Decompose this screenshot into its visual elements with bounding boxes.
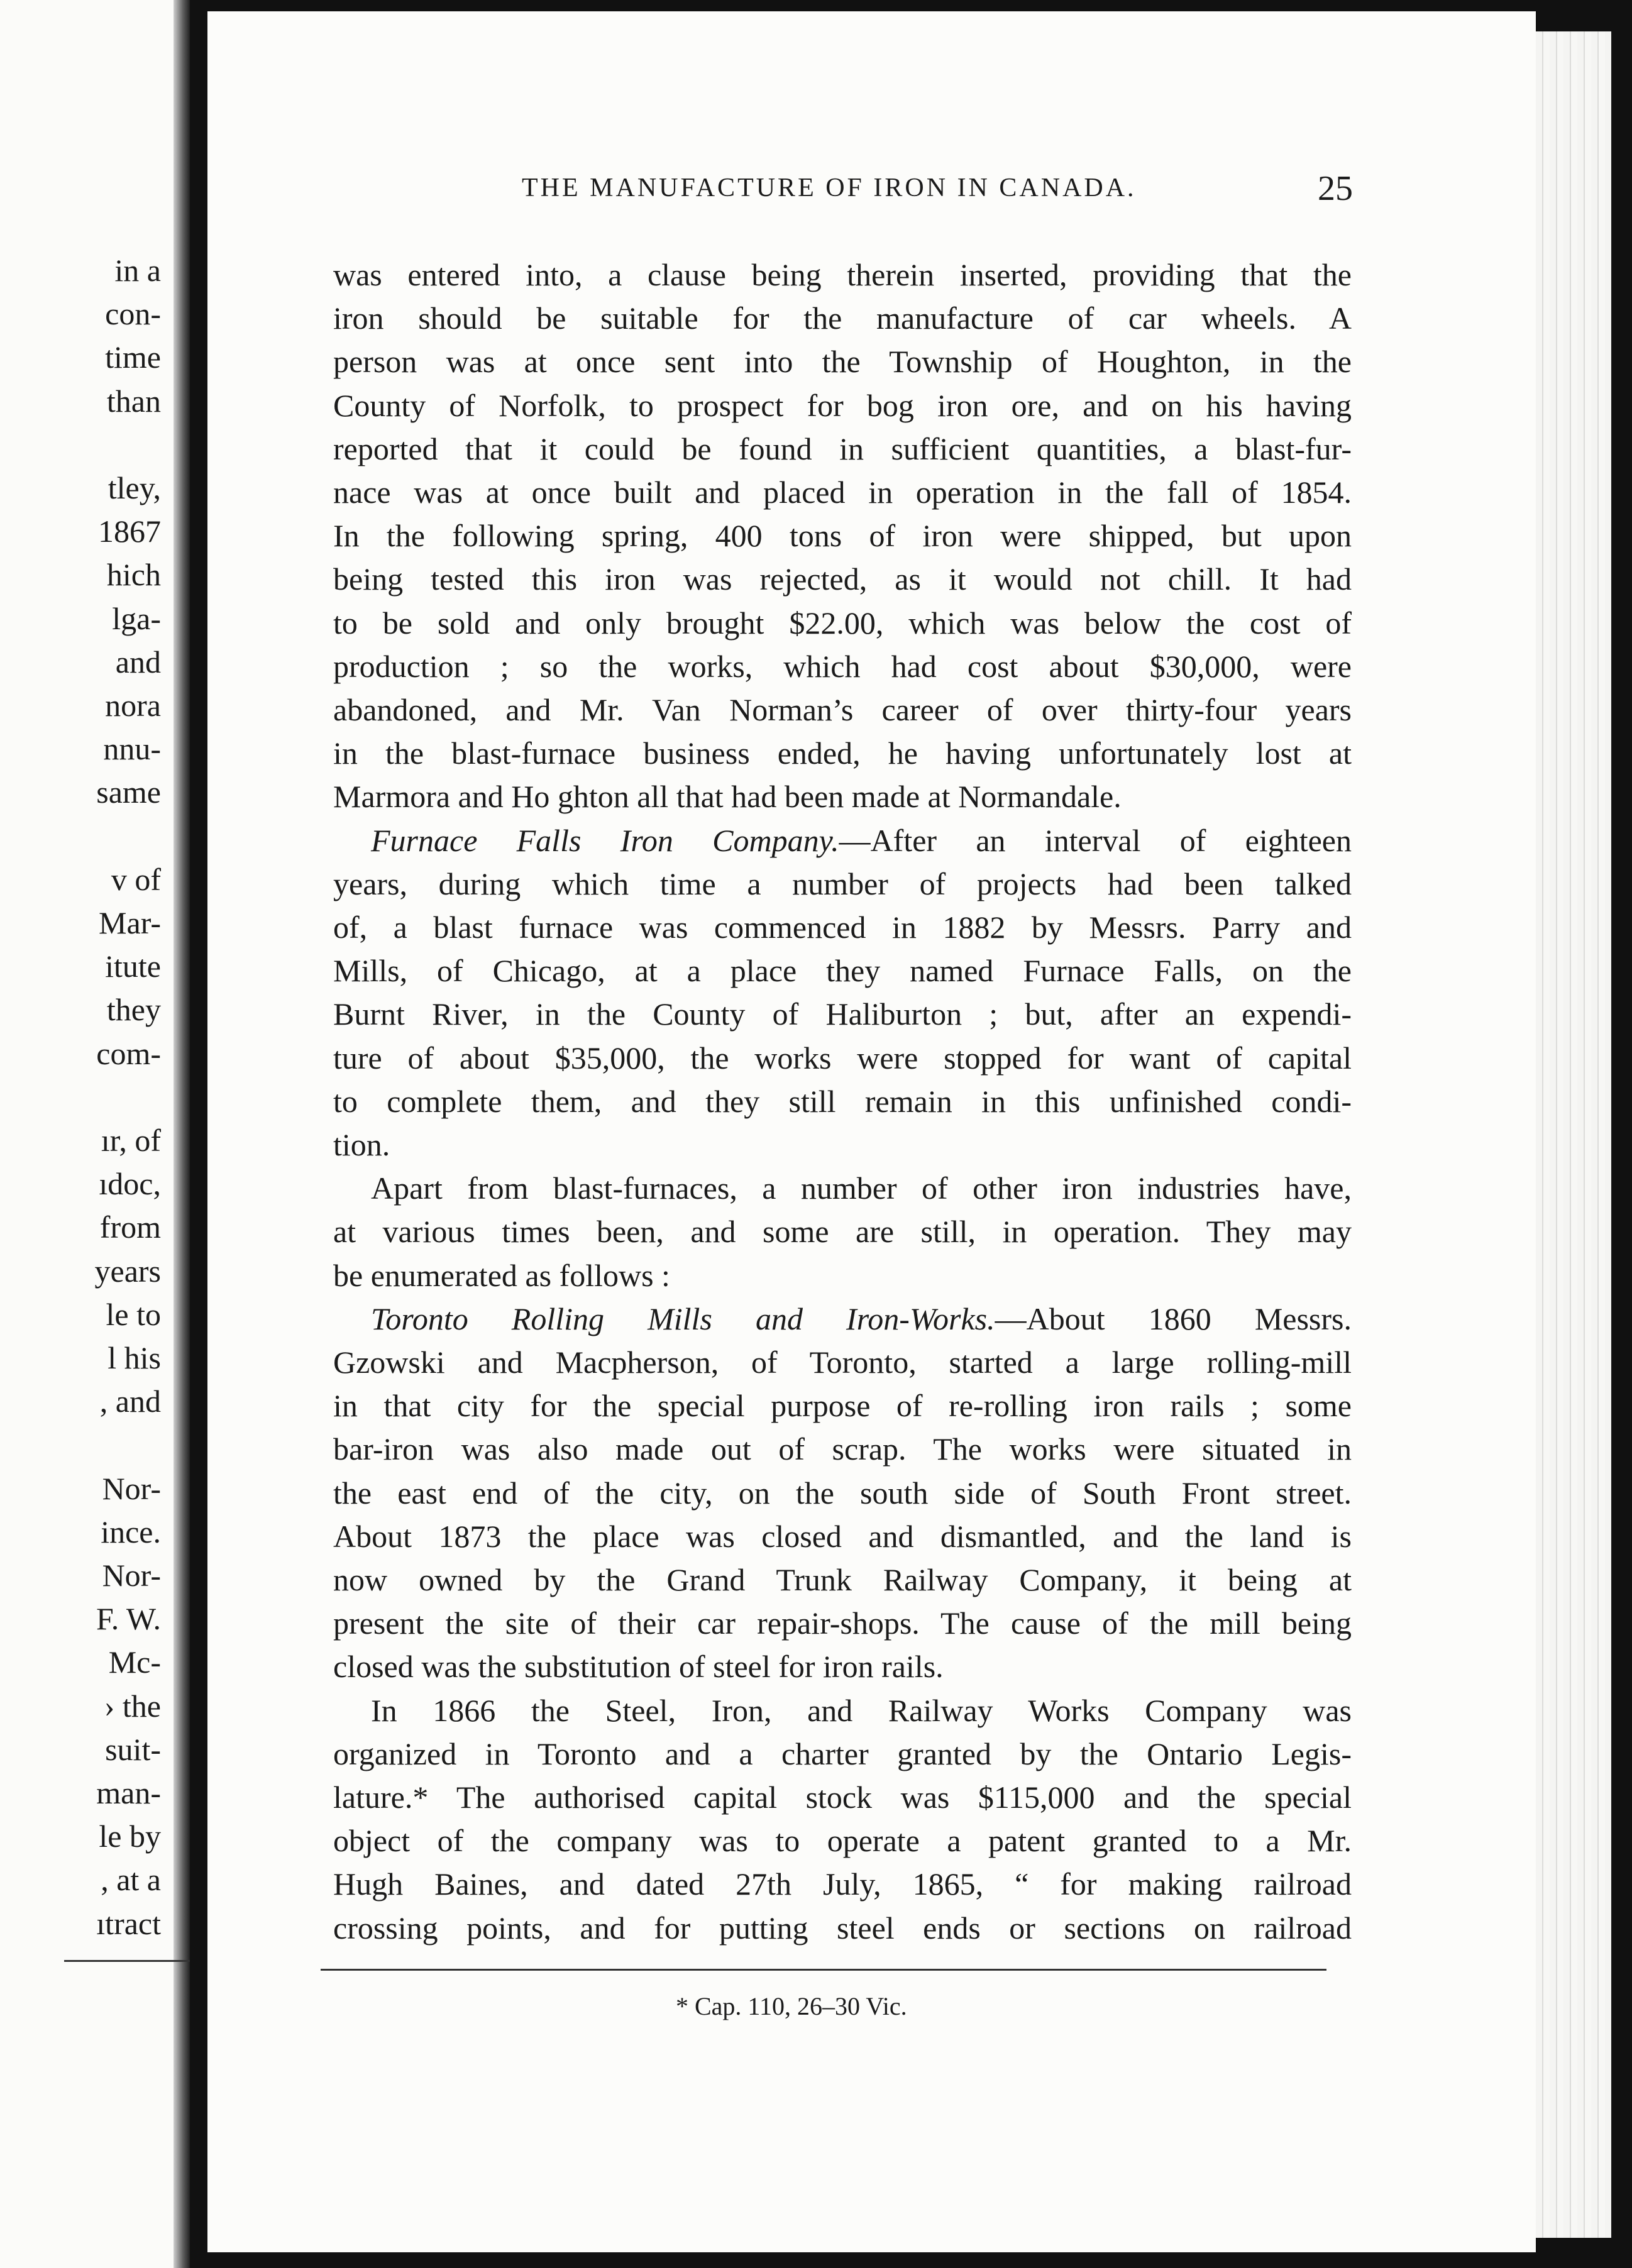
text-line: [333, 998, 1352, 1030]
text-run: Burnt River, in the County of Haliburton ; but, after an expendi-: [333, 996, 1352, 1032]
text-run: person was at once sent into the Township of Houghton, in the: [333, 344, 1352, 380]
text-run: iron should be suitable for the manufacture of car wheels. A: [333, 300, 1352, 336]
text-run: the east end of the city, on the south side of South Front street.: [333, 1475, 1352, 1511]
text-run: About 1873 the place was closed and dismantled, and the land is: [333, 1518, 1352, 1554]
text-line: [333, 1823, 1352, 1859]
text-run: —After an interval of eighteen: [839, 822, 1352, 858]
previous-page-fragment: Nor-: [102, 1470, 161, 1506]
previous-page-fragment: ıdoc,: [99, 1166, 161, 1202]
text-line: [333, 302, 1352, 334]
text-run: reported that it could be found in sufficient quantities, a blast-fur-: [333, 431, 1352, 466]
text-run: Hugh Baines, and dated 27th July, 1865, “ for making railroad: [333, 1866, 1352, 1902]
previous-page-fragment: hich: [106, 557, 161, 593]
previous-page-fragment: years: [94, 1253, 161, 1289]
text-run: in that city for the special purpose of re-rolling iron rails ; some: [333, 1388, 1352, 1424]
text-run: organized in Toronto and a charter granted by the Ontario Legis-: [333, 1736, 1352, 1771]
text-run: present the site of their car repair-shops. The cause of the mill being: [333, 1605, 1352, 1641]
previous-page-fragment: time: [105, 339, 161, 375]
page-gutter-shadow: [174, 0, 190, 2268]
text-run: to complete them, and they still remain in this unfinished condi-: [333, 1083, 1352, 1119]
text-run: in the blast-furnace business ended, he having unfortunately lost at: [333, 735, 1352, 771]
text-run: closed was the substitution of steel for iron rails.: [333, 1649, 944, 1685]
page-stack-edges: [1536, 31, 1611, 2238]
text-run: Marmora and Ho ghton all that had been made at Normandale.: [333, 779, 1122, 815]
text-run: lature.* The authorised capital stock was $115,000 and the special: [333, 1780, 1352, 1815]
page-number: 25: [1318, 169, 1353, 208]
italic-heading: Toronto Rolling Mills and Iron-Works.: [371, 1301, 995, 1336]
previous-page-fragment: suit-: [105, 1731, 161, 1767]
text-run: object of the company was to operate a patent granted to a Mr.: [333, 1823, 1352, 1859]
text-run: Gzowski and Macpherson, of Toronto, started a large rolling-mill: [333, 1345, 1352, 1380]
text-line: [371, 822, 1352, 858]
text-line: [333, 1518, 1352, 1554]
text-line: [333, 387, 1352, 423]
italic-heading: Furnace Falls Iron Company.: [371, 822, 839, 858]
text-line: [333, 737, 1352, 769]
text-line: [333, 1477, 1352, 1509]
previous-page-fragment: tley,: [108, 470, 161, 505]
text-line: [333, 694, 1352, 725]
previous-page-fragment: and: [115, 644, 161, 680]
previous-page-fragment: l his: [108, 1340, 161, 1375]
previous-page-fragment: ıtract: [96, 1905, 161, 1941]
text-run: was entered into, a clause being therein inserted, providing that the: [333, 257, 1352, 292]
text-line: [333, 779, 1352, 815]
text-run: nace was at once built and placed in operation in the fall of 1854.: [333, 475, 1352, 510]
previous-page-fragment: from: [99, 1209, 161, 1245]
text-line: [333, 433, 1352, 465]
previous-page-fragment: v of: [111, 861, 161, 897]
footnote: * Cap. 110, 26–30 Vic.: [676, 1992, 907, 2020]
running-head: THE MANUFACTURE OF IRON IN CANADA.: [522, 173, 1137, 202]
text-run: —About 1860 Messrs.: [995, 1301, 1352, 1336]
text-line: [333, 1607, 1352, 1639]
text-run: production ; so the works, which had cost about $30,000, were: [333, 648, 1352, 684]
previous-page-fragment: itute: [105, 949, 161, 984]
text-line: [333, 1214, 1352, 1250]
text-run: at various times been, and some are still, in operation. They may: [333, 1214, 1352, 1250]
previous-page-footnote-rule: [64, 1960, 190, 1962]
text-run: Mills, of Chicago, at a place they named Furnace Falls, on the: [333, 953, 1352, 989]
text-run: being tested this iron was rejected, as it would not chill. It had: [333, 561, 1352, 597]
previous-page-fragment: lga-: [112, 600, 161, 636]
text-line: [333, 1388, 1352, 1424]
previous-page-fragment: le to: [106, 1296, 161, 1332]
previous-page-edge: [0, 0, 190, 2268]
previous-page-fragment: they: [106, 992, 161, 1028]
text-line: [333, 1042, 1352, 1074]
text-line: [333, 648, 1352, 684]
text-line: [333, 953, 1352, 989]
text-line: [333, 1257, 1352, 1293]
text-line: [333, 1649, 1352, 1685]
text-line: [371, 1303, 1352, 1335]
text-line: [333, 607, 1352, 639]
text-run: tion.: [333, 1127, 390, 1162]
text-run: years, during which time a number of projects had been talked: [333, 866, 1352, 901]
text-line: [333, 344, 1352, 380]
previous-page-fragment: F. W.: [96, 1601, 161, 1637]
text-line: [333, 911, 1352, 943]
text-run: now owned by the Grand Trunk Railway Company, it being at: [333, 1562, 1352, 1597]
previous-page-fragment: , at a: [101, 1862, 161, 1898]
previous-page-fragment: in a: [114, 253, 161, 288]
text-line: [333, 868, 1352, 900]
text-line: [333, 1738, 1352, 1770]
text-line: [333, 1433, 1352, 1465]
footnote-rule: [321, 1969, 1326, 1971]
text-line: [333, 1781, 1352, 1813]
text-run: County of Norfolk, to prospect for bog iron ore, and on his having: [333, 387, 1352, 423]
text-run: to be sold and only brought $22.00, which was below the cost of: [333, 605, 1352, 641]
text-run: In the following spring, 400 tons of iron were shipped, but upon: [333, 518, 1352, 554]
previous-page-fragment: com-: [96, 1035, 161, 1071]
previous-page-fragment: man-: [96, 1775, 161, 1810]
text-run: crossing points, and for putting steel ends or sections on railroad: [333, 1910, 1352, 1946]
text-run: bar-iron was also made out of scrap. The works were situated in: [333, 1431, 1352, 1467]
text-line: [333, 563, 1352, 595]
text-line: [333, 1564, 1352, 1595]
previous-page-fragment: nnu-: [103, 731, 161, 767]
text-run: of, a blast furnace was commenced in 1882 by Messrs. Parry and: [333, 910, 1352, 945]
previous-page-fragment: than: [106, 383, 161, 419]
text-run: In 1866 the Steel, Iron, and Railway Works Company was: [371, 1692, 1352, 1728]
text-line: [371, 1692, 1352, 1728]
previous-page-fragment: le by: [99, 1819, 161, 1854]
previous-page-fragment: › the: [104, 1688, 161, 1724]
previous-page-fragment: nora: [105, 688, 161, 723]
text-line: [333, 1868, 1352, 1900]
previous-page-fragment: con-: [105, 296, 161, 332]
text-line: [333, 1346, 1352, 1378]
text-line: [333, 1083, 1352, 1119]
previous-page-fragment: Mar-: [99, 905, 161, 940]
text-line: [371, 1172, 1352, 1204]
text-line: [333, 259, 1352, 290]
previous-page-fragment: ır, of: [101, 1123, 161, 1158]
text-line: [333, 518, 1352, 554]
text-run: abandoned, and Mr. Van Norman’s career of over thirty-four years: [333, 692, 1352, 727]
previous-page-fragment: 1867: [98, 514, 161, 549]
text-line: [333, 1129, 1352, 1160]
text-run: Apart from blast-furnaces, a number of other iron industries have,: [371, 1170, 1352, 1206]
previous-page-fragment: Nor-: [102, 1558, 161, 1593]
previous-page-fragment: , and: [99, 1384, 161, 1419]
text-run: be enumerated as follows :: [333, 1257, 670, 1293]
previous-page-fragment: ince.: [101, 1514, 161, 1550]
previous-page-fragment: Mc-: [108, 1644, 161, 1680]
text-line: [333, 476, 1352, 508]
previous-page-fragment: same: [96, 774, 161, 810]
text-run: ture of about $35,000, the works were stopped for want of capital: [333, 1040, 1352, 1076]
text-line: [333, 1912, 1352, 1944]
